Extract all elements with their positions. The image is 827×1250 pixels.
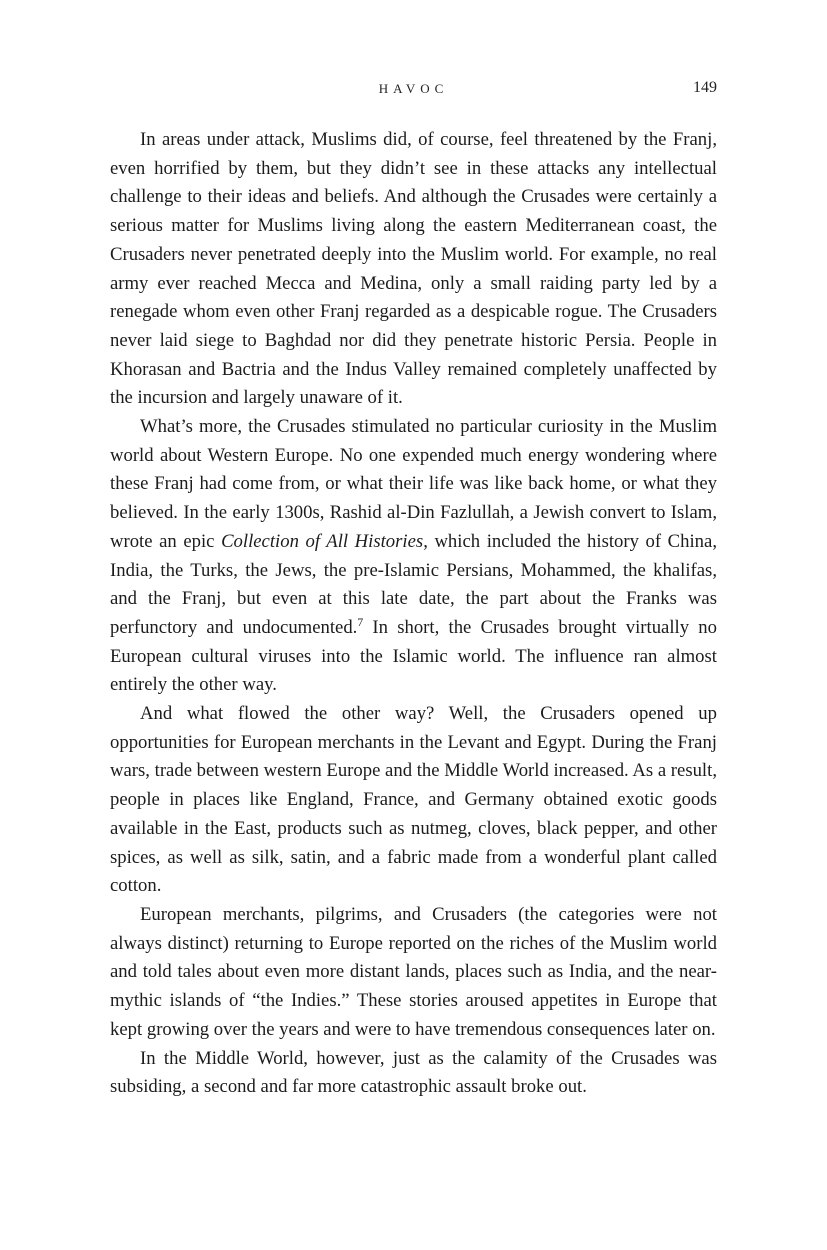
text-segment: In short, the Crusades brought virtually no European cultural viruses into the Islamic world. The influence ran almost entirely the other way.: [110, 616, 717, 696]
running-head: HAVOC: [378, 81, 449, 96]
text-segment: In the Middle World, however, just as the calamity of the Crusades was subsiding, a second and far more catastrophic assault broke out.: [110, 1047, 717, 1098]
text-segment: In areas under attack, Muslims did, of course, feel threatened by the Franj, even horrified by them, but they didn’t see in these attacks any intellectual challenge to their ideas and beliefs. And although the Crusades were certainly a serious matter for Muslims living along the eastern Mediterranean coast, the Crusaders never penetrated deeply into the Muslim world. For example, no real army ever reached Mecca and Medina, only a small raiding party led by a renegade whom even other Franj regarded as a despicable rogue. The Crusaders never laid siege to Baghdad nor did they penetrate historic Persia. People in Khorasan and Bactria and the Indus Valley remained completely unaffected by the incursion and largely unaware of it.: [110, 129, 717, 409]
page-body: [110, 126, 717, 1102]
text-segment: European merchants, pilgrims, and Crusaders (the categories were not always distinct) returning to Europe reported on the riches of the Muslim world and told tales about even more distant lands, places such as India, and the near-mythic islands of “the Indies.” These stories aroused appetites in Europe that kept growing over the years and were to have tremendous consequences later on.: [110, 903, 717, 1040]
paragraph: [110, 1045, 717, 1102]
italic-title: Collection of All Histories: [221, 530, 424, 552]
paragraph: [110, 901, 717, 1045]
page-number: 149: [693, 79, 717, 96]
paragraph: [110, 700, 717, 901]
footnote-marker: 7: [357, 615, 364, 629]
text-segment: , which included the history of China, India, the Turks, the Jews, the pre-Islamic Persians, Mohammed, the khalifas, and the Franj, but even at this late date, the part about the Franks was perfunctory and undocumented.: [110, 530, 717, 638]
paragraph: [110, 413, 717, 700]
paragraph: [110, 126, 717, 413]
text-segment: What’s more, the Crusades stimulated no particular curiosity in the Muslim world about Western Europe. No one expended much energy wondering where these Franj had come from, or what their life was like back home, or what they believed. In the early 1300s, Rashid al-Din Fazlullah, a Jewish convert to Islam, wrote an epic: [110, 416, 717, 552]
text-segment: And what flowed the other way? Well, the Crusaders opened up opportunities for European merchants in the Levant and Egypt. During the Franj wars, trade between western Europe and the Middle World increased. As a result, people in places like England, France, and Germany obtained exotic goods available in the East, products such as nutmeg, cloves, black pepper, and other spices, as well as silk, satin, and a fabric made from a wonderful plant called cotton.: [110, 703, 717, 897]
